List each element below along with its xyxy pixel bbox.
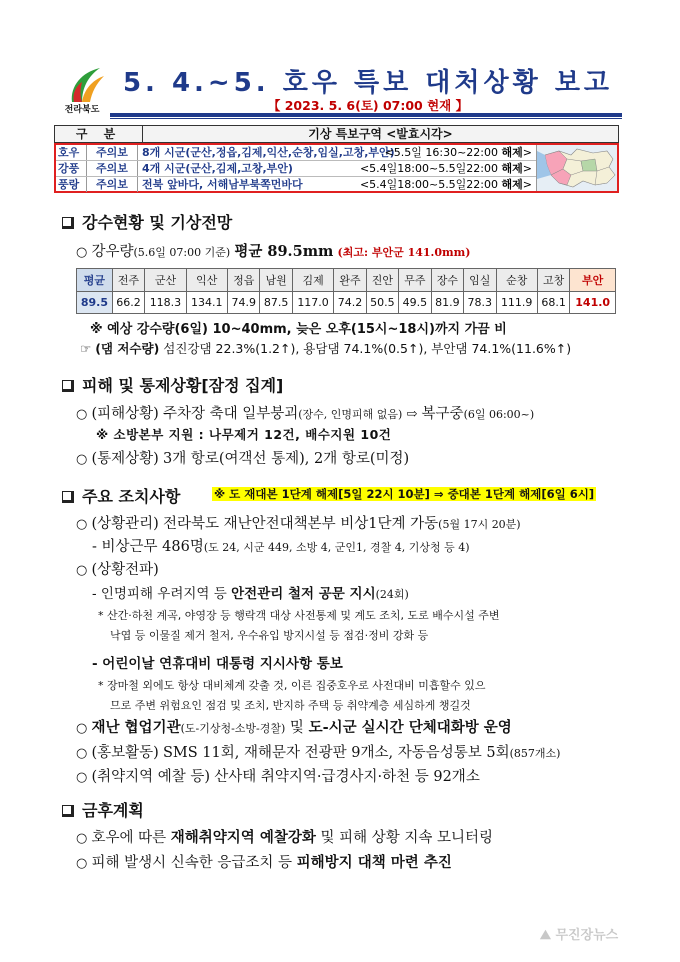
- rain-forecast: ※ 예상 강수량(6일) 10~40mm, 늦은 오후(15시~18시)까지 가끔 비: [90, 322, 507, 337]
- rainfall-region-cell: 무주: [399, 269, 431, 292]
- plan-item: ○ 호우에 따른 재해취약지역 예찰강화 및 피해 상황 지속 모니터링: [76, 829, 493, 846]
- rainfall-value-cell: 134.1: [186, 291, 227, 314]
- rainfall-region-cell: 진안: [366, 269, 398, 292]
- rainfall-value-cell: 74.9: [227, 291, 259, 314]
- rainfall-value-cell: 141.0: [570, 291, 616, 314]
- warning-col-area: 기상 특보구역 <발효시각>: [308, 127, 453, 141]
- rainfall-table-header-row: [77, 269, 616, 292]
- section-checkbox-icon: [62, 217, 74, 229]
- warning-type: 풍랑: [58, 177, 80, 191]
- rainfall-value-cell: 49.5: [399, 291, 431, 314]
- rainfall-value-cell: 66.2: [112, 291, 144, 314]
- warning-row: [56, 176, 536, 191]
- rainfall-value-cell: 81.9: [431, 291, 463, 314]
- spread-item-holiday-detail: 므로 주변 위험요인 점검 및 조치, 반지하 주택 등 취약계층 세심하게 챙길것: [110, 699, 471, 712]
- rainfall-region-cell: 전주: [112, 269, 144, 292]
- warning-period: <5.4일18:00~5.5일22:00 해제>: [359, 177, 532, 191]
- alert-release-highlight: ※ 도 재대본 1단계 해제[5일 22시 10분] ⇒ 중대본 1단계 해제[6일 6시]: [214, 487, 595, 501]
- section-actions-header: 주요 조치사항: [62, 484, 180, 507]
- warning-level: 주의보: [86, 145, 138, 160]
- warning-areas: 전북 앞바다, 서해남부북쪽먼바다: [142, 177, 303, 191]
- situation-spread: ○ (상황전파): [76, 562, 159, 578]
- warning-areas: 8개 시군(군산,정읍,김제,익산,순창,임실,고창,부안): [142, 146, 395, 159]
- section-checkbox-icon: [62, 805, 74, 817]
- rainfall-value-cell: 87.5: [260, 291, 292, 314]
- warning-area-map: [536, 145, 617, 191]
- title-rule: [110, 113, 622, 117]
- rainfall-value-cell: 50.5: [366, 291, 398, 314]
- rainfall-region-cell: 순창: [496, 269, 537, 292]
- vulnerable-patrol: ○ (취약지역 예찰 등) 산사태 취약지역·급경사지·하천 등 92개소: [76, 769, 480, 785]
- spread-item-holiday-detail: * 장마철 외에도 항상 대비체계 갖출 것, 이른 집중호우로 사전대비 미흡할수 있으: [98, 679, 486, 692]
- warning-col-kind: 구 분: [55, 126, 143, 142]
- rainfall-region-cell: 고창: [537, 269, 569, 292]
- rainfall-table-value-row: [77, 291, 616, 314]
- spread-item-safety-detail: * 산간·하천 계곡, 야영장 등 행락객 대상 사전통제 및 계도 조치, 도로 배수시설 주변: [98, 609, 500, 622]
- damage-status: ○ (피해상황) 주차장 축대 일부붕괴(장수, 인명피해 없음) ⇨ 복구중(6일 06:00~): [76, 406, 535, 422]
- spread-item-holiday: - 어린이날 연휴대비 대통령 지시사항 통보: [92, 656, 343, 672]
- rainfall-value-cell: 117.0: [292, 291, 333, 314]
- rainfall-region-cell: 부안: [570, 269, 616, 292]
- section-rainfall-header: 강수현황 및 기상전망: [62, 210, 232, 233]
- rainfall-region-cell: 완주: [334, 269, 366, 292]
- rainfall-region-cell: 남원: [260, 269, 292, 292]
- warning-areas: 4개 시군(군산,김제,고창,부안): [142, 162, 293, 176]
- spread-item-safety-detail: 낙엽 등 이물질 제거 철저, 우수유입 방지시설 등 점검·정비 강화 등: [110, 629, 429, 642]
- rainfall-region-cell: 평균: [77, 269, 113, 292]
- title-rule-thin: [110, 118, 622, 119]
- news-watermark: ⛰ 무진장뉴스: [540, 928, 619, 943]
- rainfall-region-cell: 익산: [186, 269, 227, 292]
- mountain-logo-icon: ⛰: [540, 928, 551, 943]
- rainfall-region-cell: 장수: [431, 269, 463, 292]
- pr-activity: ○ (홍보활동) SMS 11회, 재해문자 전광판 9개소, 자동음성통보 5회(857개소): [76, 745, 561, 761]
- rainfall-region-cell: 김제: [292, 269, 333, 292]
- spread-item-safety: - 인명피해 우려지역 등 안전관리 철저 공문 지시(24회): [92, 586, 409, 602]
- rainfall-value-cell: 74.2: [334, 291, 366, 314]
- situation-management: ○ (상황관리) 전라북도 재난안전대책본부 비상1단계 가동(5월 17시 20분): [76, 516, 521, 532]
- warning-table-header: [54, 125, 619, 143]
- rainfall-region-cell: 군산: [145, 269, 186, 292]
- emergency-staff: - 비상근무 486명(도 24, 시군 449, 소방 4, 군인1, 경찰 4, 기상청 등 4): [92, 539, 470, 555]
- report-title: 5. 4.~5. 호우 특보 대처상황 보고: [122, 68, 614, 98]
- section-plan-header: 금후계획: [62, 798, 144, 821]
- rainfall-table: [76, 268, 616, 314]
- warning-period: <5.4일18:00~5.5일22:00 해제>: [359, 162, 532, 176]
- section-damage-header: 피해 및 통제상황[잠정 집계]: [62, 373, 283, 396]
- dam-storage: ☞ (댐 저수량) 섬진강댐 22.3%(1.2↑), 용담댐 74.1%(0.5↑), 부안댐 74.1%(11.6%↑): [80, 341, 572, 356]
- rainfall-value-cell: 111.9: [496, 291, 537, 314]
- warning-type: 호우: [58, 146, 80, 159]
- warning-period: <5.5일 16:30~22:00 해제>: [384, 146, 532, 159]
- warning-status: 해제: [501, 146, 523, 159]
- plan-item: ○ 피해 발생시 신속한 응급조치 등 피해방지 대책 마련 추진: [76, 854, 452, 871]
- warning-status: 해제: [501, 177, 523, 191]
- control-status: ○ (통제상황) 3개 항로(여객선 통제), 2개 항로(미정): [76, 451, 410, 467]
- rainfall-summary: ○ 강우량(5.6일 07:00 기준) 평균 89.5mm (최고: 부안군 141.0mm): [76, 243, 471, 260]
- logo-caption: 전라북도: [64, 105, 100, 115]
- warning-level: 주의보: [86, 177, 138, 192]
- section-checkbox-icon: [62, 491, 74, 503]
- warning-row: [56, 160, 536, 175]
- warning-status: 해제: [501, 162, 523, 176]
- arrow-right-icon: ⇨: [406, 407, 418, 422]
- fire-support-note: ※ 소방본부 지원 : 나무제거 12건, 배수지원 10건: [96, 427, 392, 442]
- warning-type: 강풍: [58, 162, 80, 176]
- pointing-hand-icon: ☞: [80, 341, 92, 356]
- rainfall-value-cell: 89.5: [77, 291, 113, 314]
- cooperation: ○ 재난 협업기관(도-기상청-소방-경찰) 및 도-시군 실시간 단체대화방 운영: [76, 719, 512, 736]
- report-date: 【 2023. 5. 6(토) 07:00 현재 】: [267, 98, 469, 113]
- warning-row: [56, 145, 536, 160]
- section-checkbox-icon: [62, 380, 74, 392]
- warning-table: [54, 143, 619, 193]
- rainfall-value-cell: 68.1: [537, 291, 569, 314]
- rainfall-value-cell: 118.3: [145, 291, 186, 314]
- warning-level: 주의보: [86, 161, 138, 176]
- rainfall-region-cell: 임실: [464, 269, 496, 292]
- rainfall-value-cell: 78.3: [464, 291, 496, 314]
- rainfall-region-cell: 정읍: [227, 269, 259, 292]
